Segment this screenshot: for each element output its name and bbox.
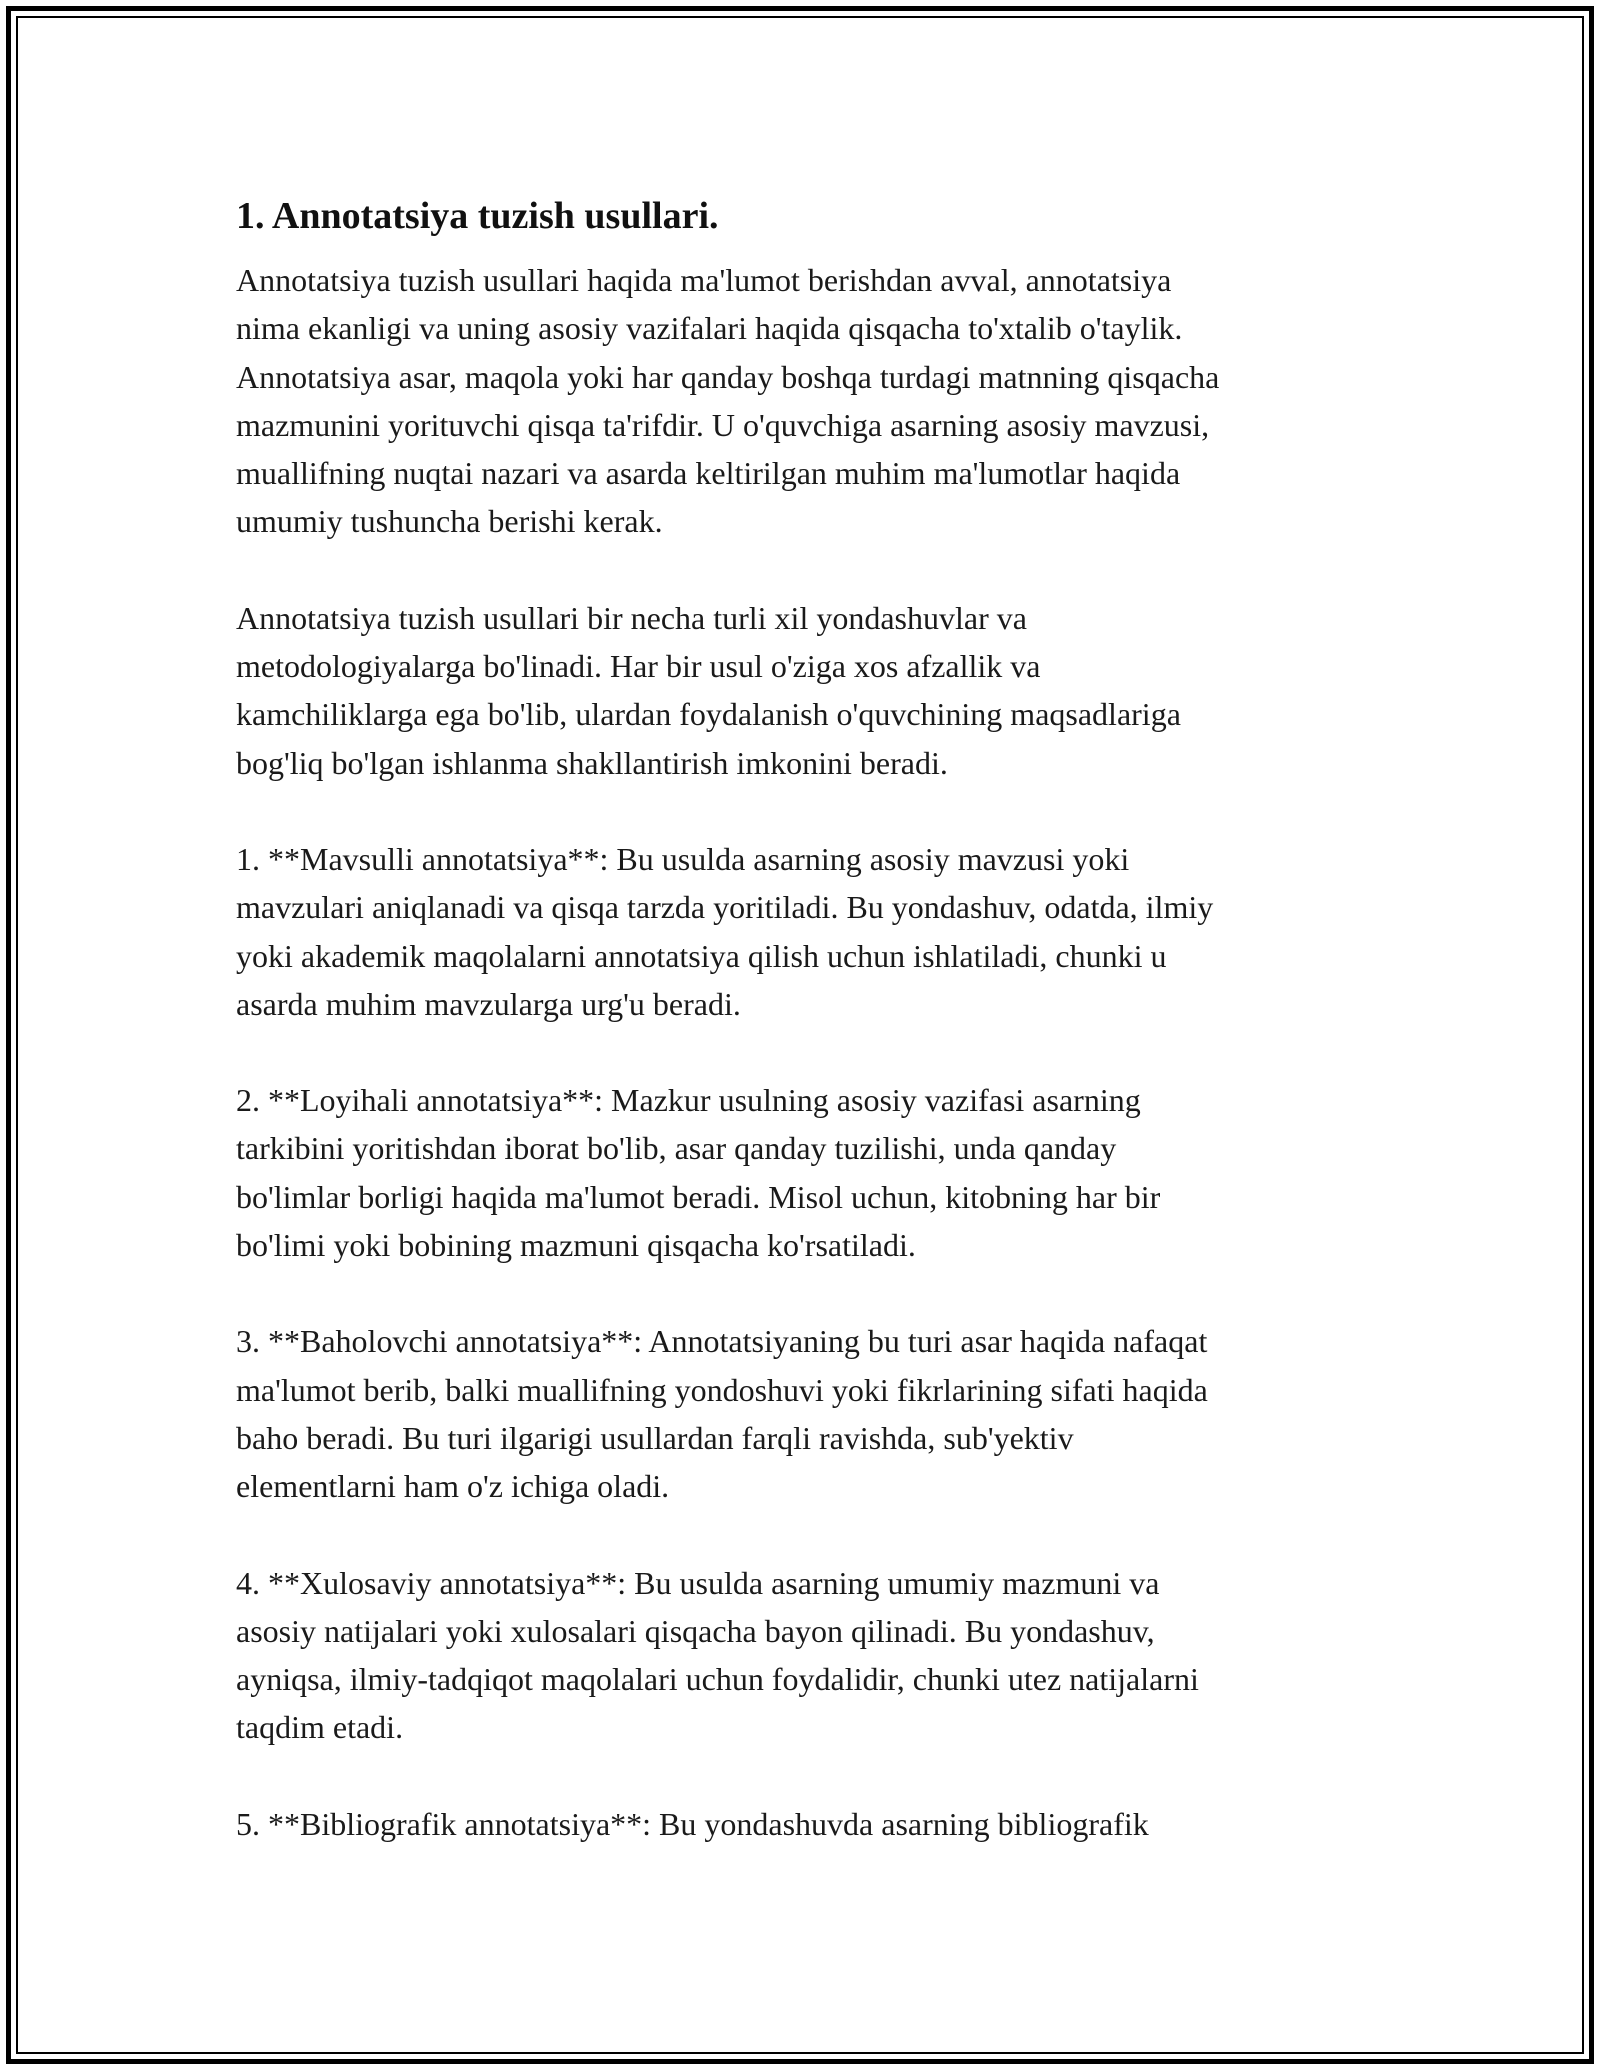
document-body <box>236 188 1376 1896</box>
paragraph-methods-overview: Annotatsiya tuzish usullari bir necha turli xil yondashuvlar va metodologiyalarga bo'linadi. Har bir usul o'ziga xos afzallik va kamchiliklarga ega bo'lib, ulardan foydalanish o'quvchining maqsadlariga bog'liq bo'lgan ishlanma shakllantirish imkonini beradi. <box>236 599 1181 781</box>
section-heading: 1. Annotatsiya tuzish usullari. <box>236 195 719 237</box>
list-item-3: 3. **Baholovchi annotatsiya**: Annotatsiyaning bu turi asar haqida nafaqat ma'lumot berib, balki muallifning yondoshuvi yoki fikrlarining sifati haqida baho beradi. Bu turi ilgarigi usullardan farqli ravishda, sub'yektiv elementlarni ham o'z ichiga oladi. <box>236 1323 1208 1505</box>
list-item-4: 4. **Xulosaviy annotatsiya**: Bu usulda asarning umumiy mazmuni va asosiy natijalari yoki xulosalari qisqacha bayon qilinadi. Bu yondashuv, ayniqsa, ilmiy-tadqiqot maqolalari uchun foydalidir, chunki utez natijalarni taqdim etadi. <box>236 1564 1199 1746</box>
list-item-2: 2. **Loyihali annotatsiya**: Mazkur usulning asosiy vazifasi asarning tarkibini yoritishdan iborat bo'lib, asar qanday tuzilishi, unda qanday bo'limlar borligi haqida ma'lumot beradi. Misol uchun, kitobning har bir bo'limi yoki bobining mazmuni qisqacha ko'rsatiladi. <box>236 1082 1161 1264</box>
list-item-5: 5. **Bibliografik annotatsiya**: Bu yondashuvda asarning bibliografik <box>236 1805 1149 1842</box>
list-item-1: 1. **Mavsulli annotatsiya**: Bu usulda asarning asosiy mavzusi yoki mavzulari aniqlanadi va qisqa tarzda yoritiladi. Bu yondashuv, odatda, ilmiy yoki akademik maqolalarni annotatsiya qilish uchun ishlatiladi, chunki u asarda muhim mavzularga urg'u beradi. <box>236 840 1214 1022</box>
paragraph-intro: Annotatsiya tuzish usullari haqida ma'lumot berishdan avval, annotatsiya nima ekanligi va uning asosiy vazifalari haqida qisqacha to'xtalib o'taylik. Annotatsiya asar, maqola yoki har qanday boshqa turdagi matnning qisqacha mazmunini yorituvchi qisqa ta'rifdir. U o'quvchiga asarning asosiy mavzusi, muallifning nuqtai nazari va asarda keltirilgan muhim ma'lumotlar haqida umumiy tushuncha berishi kerak. <box>236 262 1220 540</box>
